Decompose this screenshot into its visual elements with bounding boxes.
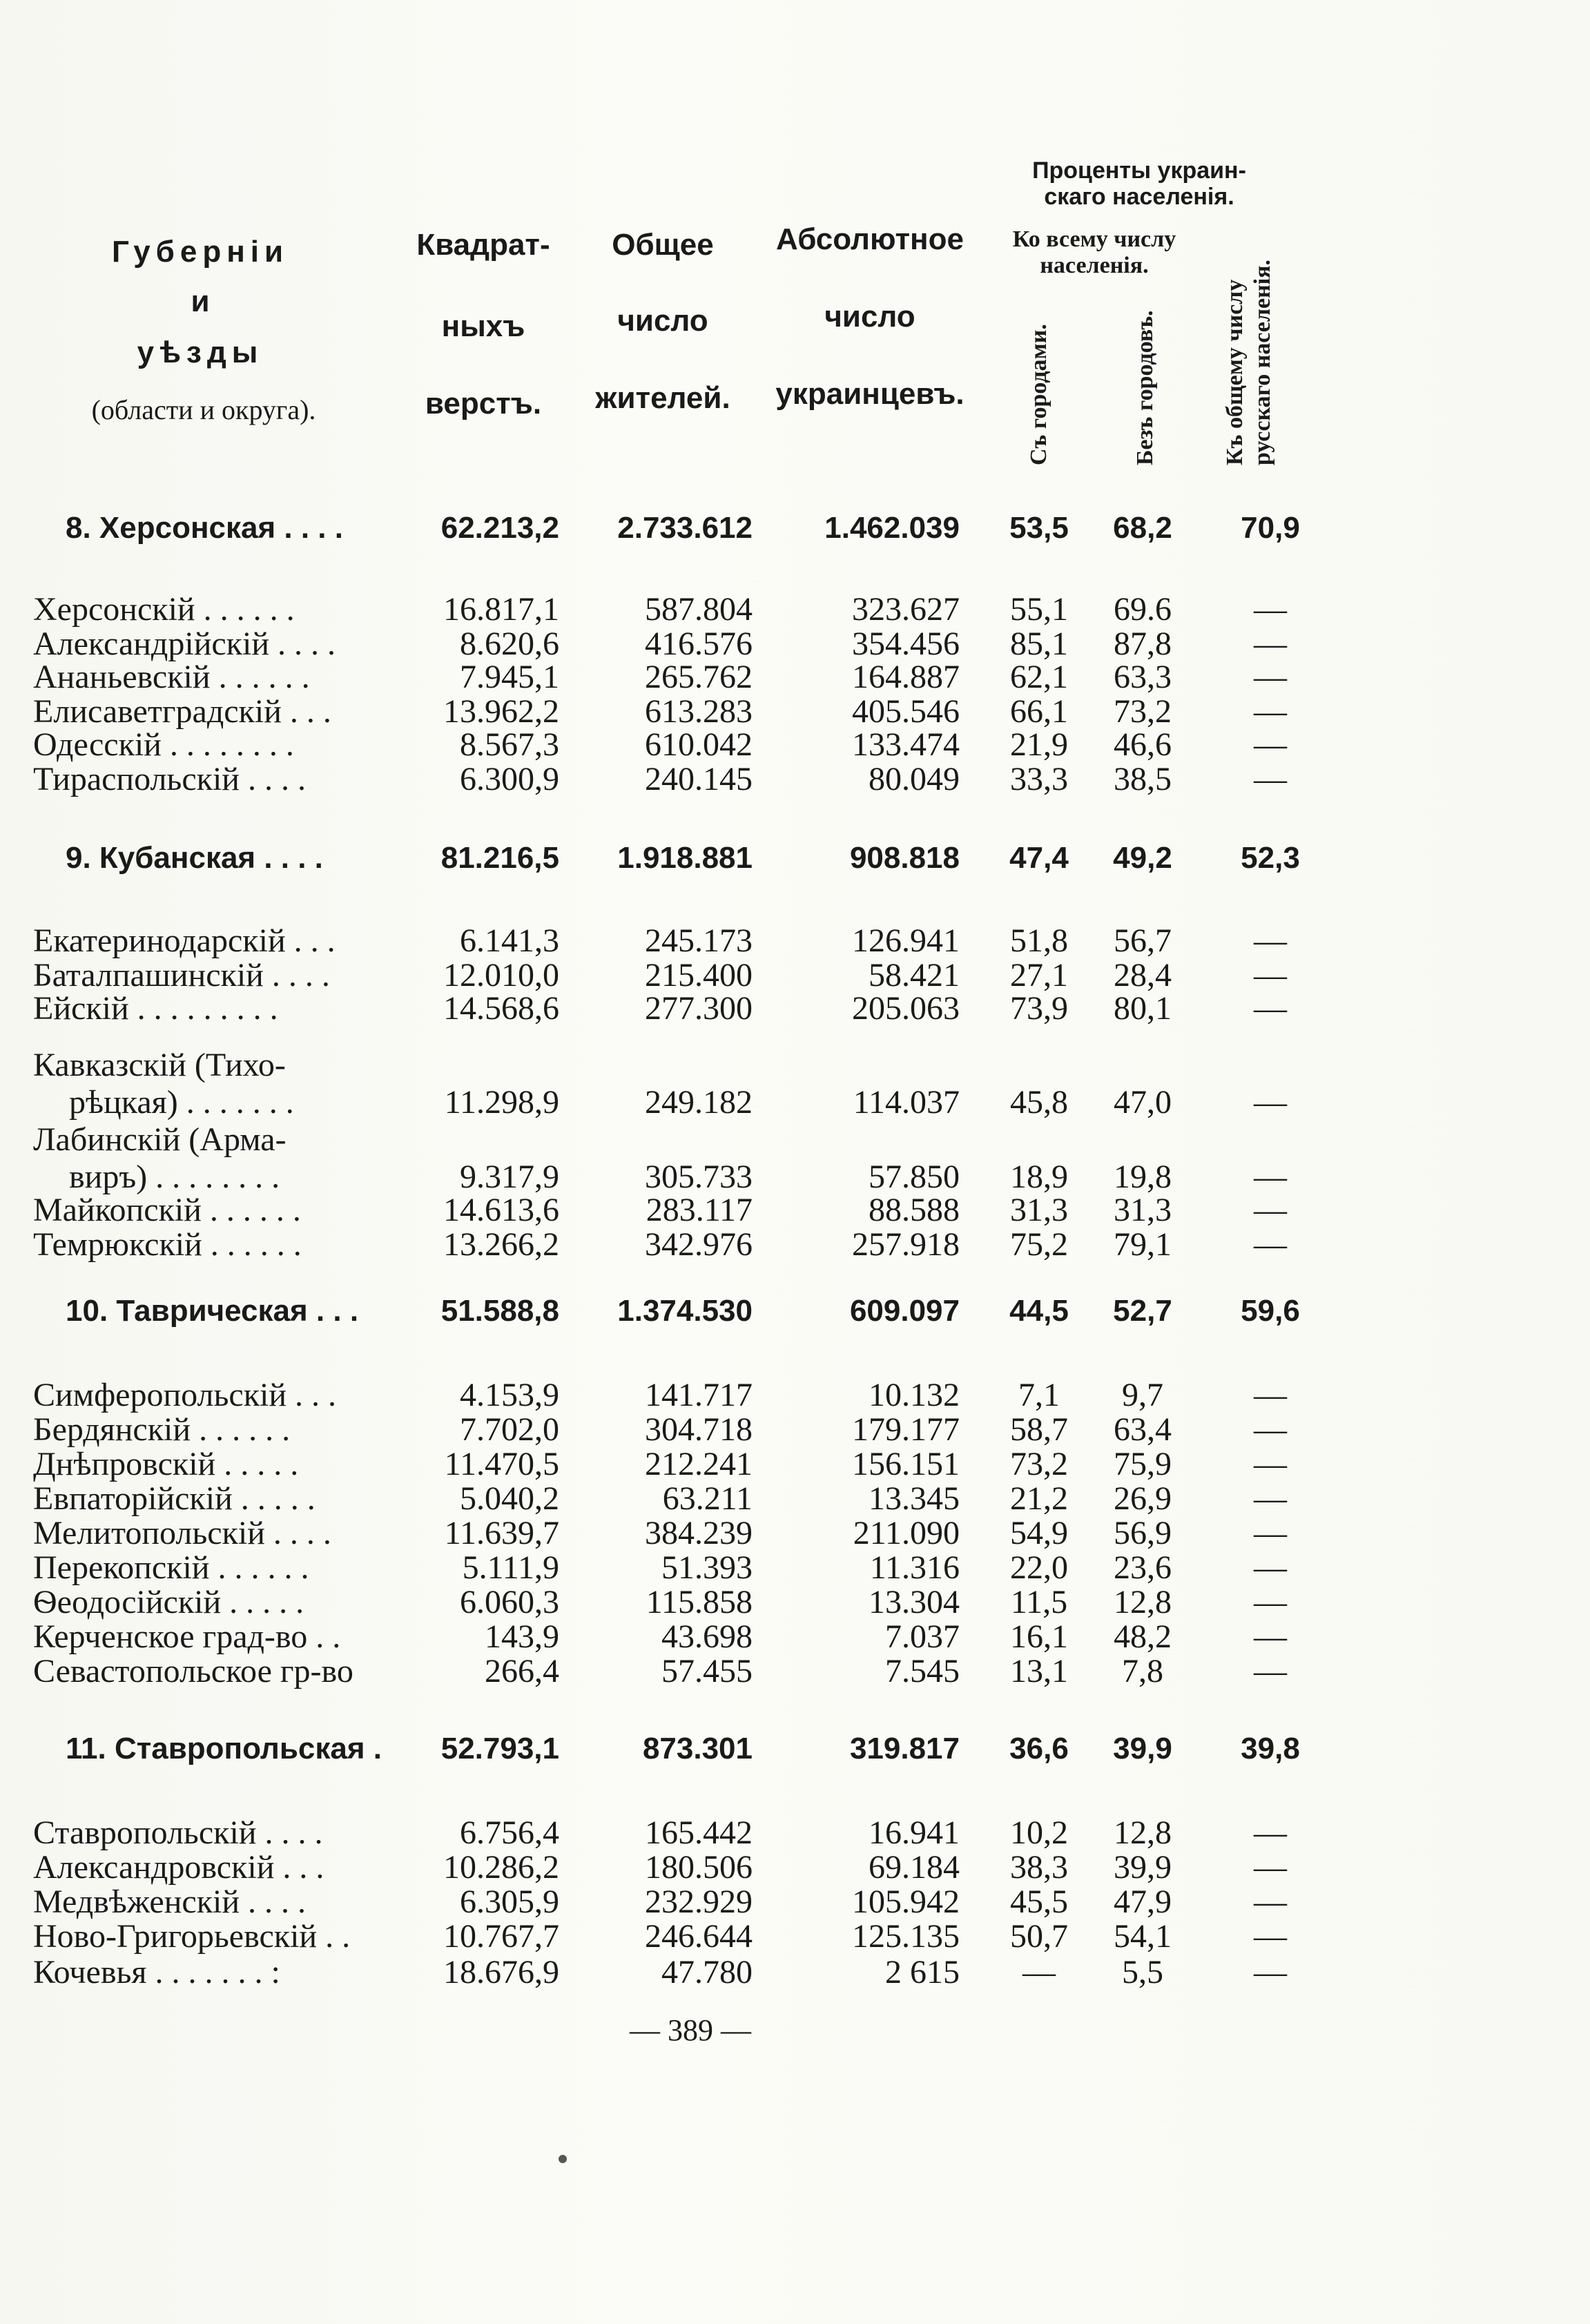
cell-without: 5,5 bbox=[1122, 1954, 1163, 1991]
cell-with: 11,5 bbox=[1010, 1584, 1068, 1620]
district-row bbox=[0, 1193, 1590, 1228]
region-summary-row bbox=[0, 1294, 1590, 1328]
cell-pop: 304.718 bbox=[645, 1411, 753, 1448]
cell-name: рѣцкая) . . . . . . . bbox=[69, 1084, 294, 1121]
cell-pop: 51.393 bbox=[661, 1549, 753, 1586]
district-row bbox=[0, 1885, 1590, 1919]
cell-name: Екатеринодарскій . . . bbox=[33, 922, 336, 959]
cell-area: 51.588,8 bbox=[440, 1294, 559, 1328]
cell-area: 13.266,2 bbox=[443, 1226, 559, 1263]
cell-name: Одесскій . . . . . . . . bbox=[33, 726, 294, 763]
district-row bbox=[0, 695, 1590, 729]
cell-area: 52.793,1 bbox=[440, 1732, 559, 1765]
cell-name: Мелитопольскій . . . . bbox=[33, 1515, 331, 1551]
cell-area: 11.639,7 bbox=[444, 1515, 559, 1551]
cell-rus: — bbox=[1254, 1377, 1287, 1413]
cell-ukr: 126.941 bbox=[852, 922, 960, 959]
cell-pop: 57.455 bbox=[661, 1653, 753, 1689]
cell-without: 47,9 bbox=[1114, 1884, 1172, 1920]
district-row bbox=[0, 1516, 1590, 1551]
cell-rus: — bbox=[1254, 990, 1287, 1027]
district-row bbox=[0, 1413, 1590, 1447]
district-row bbox=[0, 1048, 1590, 1120]
header-ukr-2: число bbox=[824, 300, 915, 333]
cell-ukr: 7.037 bbox=[885, 1618, 960, 1655]
cell-pop: 384.239 bbox=[645, 1515, 753, 1551]
cell-area: 18.676,9 bbox=[443, 1954, 559, 1991]
cell-pop: 2.733.612 bbox=[617, 511, 753, 545]
cell-rus: — bbox=[1254, 1884, 1287, 1920]
cell-with: 54,9 bbox=[1010, 1515, 1068, 1551]
cell-area: 7.945,1 bbox=[460, 659, 559, 695]
cell-rus: — bbox=[1254, 1618, 1287, 1655]
cell-without: 75,9 bbox=[1114, 1446, 1172, 1482]
cell-area: 14.613,6 bbox=[443, 1192, 559, 1228]
cell-without: 12,8 bbox=[1114, 1814, 1172, 1851]
cell-pop: 215.400 bbox=[645, 957, 753, 994]
cell-area: 6.305,9 bbox=[460, 1884, 559, 1920]
cell-area: 9.317,9 bbox=[460, 1159, 559, 1195]
cell-area: 10.286,2 bbox=[443, 1849, 559, 1886]
cell-area: 81.216,5 bbox=[440, 841, 559, 875]
cell-rus: 70,9 bbox=[1241, 511, 1300, 545]
district-row bbox=[0, 1919, 1590, 1954]
cell-area: 5.040,2 bbox=[460, 1480, 559, 1517]
header-pct-sub-2: населенія. bbox=[1040, 253, 1149, 278]
cell-area: 11.470,5 bbox=[444, 1446, 559, 1482]
cell-pop: 245.173 bbox=[645, 922, 753, 959]
cell-rus: 52,3 bbox=[1241, 841, 1300, 875]
header-to-russian-2: русскаго населенія. bbox=[1250, 259, 1275, 465]
cell-pop: 63.211 bbox=[662, 1480, 753, 1517]
cell-rus: — bbox=[1254, 1446, 1287, 1482]
header-ukr-1: Абсолютное bbox=[776, 222, 964, 256]
district-row bbox=[0, 1447, 1590, 1482]
cell-ukr: 13.345 bbox=[869, 1480, 960, 1517]
cell-name: Ставропольскій . . . . bbox=[33, 1814, 323, 1851]
cell-pop: 305.733 bbox=[645, 1159, 753, 1195]
region-summary-row bbox=[0, 1732, 1590, 1766]
cell-rus: — bbox=[1254, 1814, 1287, 1851]
cell-without: 56,9 bbox=[1114, 1515, 1172, 1551]
district-row bbox=[0, 627, 1590, 661]
cell-pop: 180.506 bbox=[645, 1849, 753, 1886]
cell-name: Кавказскій (Тихо- bbox=[33, 1047, 286, 1083]
header-region-1: Губерніи bbox=[111, 235, 289, 269]
cell-rus: — bbox=[1254, 1515, 1287, 1551]
header-without-cities: Безъ городовъ. bbox=[1132, 310, 1158, 465]
cell-name: Александрійскій . . . . bbox=[33, 626, 336, 662]
cell-rus: — bbox=[1254, 1653, 1287, 1689]
cell-ukr: 323.627 bbox=[852, 591, 960, 628]
cell-without: 19,8 bbox=[1114, 1159, 1172, 1195]
cell-with: 21,9 bbox=[1010, 726, 1068, 763]
cell-rus: — bbox=[1254, 1584, 1287, 1620]
header-ukr-3: украинцевъ. bbox=[775, 377, 964, 411]
cell-name: Кочевья . . . . . . . : bbox=[33, 1954, 280, 1991]
cell-with: 10,2 bbox=[1010, 1814, 1068, 1851]
cell-pop: 141.717 bbox=[645, 1377, 753, 1413]
district-row bbox=[0, 762, 1590, 797]
cell-with: 66,1 bbox=[1010, 693, 1068, 730]
cell-without: 48,2 bbox=[1114, 1618, 1172, 1655]
cell-with: 13,1 bbox=[1010, 1653, 1068, 1689]
cell-rus: 59,6 bbox=[1241, 1294, 1300, 1328]
cell-ukr: 58.421 bbox=[869, 957, 960, 994]
header-pop-3: жителей. bbox=[595, 381, 730, 415]
cell-area: 5.111,9 bbox=[462, 1549, 559, 1586]
header-region-3: уѣзды bbox=[137, 336, 264, 369]
cell-ukr: 125.135 bbox=[852, 1918, 960, 1955]
header-pop-1: Общее bbox=[612, 228, 714, 262]
cell-rus: — bbox=[1254, 1480, 1287, 1517]
cell-rus: — bbox=[1254, 591, 1287, 628]
cell-with: 53,5 bbox=[1009, 511, 1069, 545]
cell-area: 7.702,0 bbox=[460, 1411, 559, 1448]
cell-pop: 613.283 bbox=[645, 693, 753, 730]
cell-rus: — bbox=[1254, 922, 1287, 959]
cell-with: 50,7 bbox=[1010, 1918, 1068, 1955]
cell-area: 12.010,0 bbox=[443, 957, 559, 994]
header-pct-sub-1: Ко всему числу bbox=[1012, 226, 1176, 252]
cell-rus: — bbox=[1254, 1918, 1287, 1955]
cell-pop: 115.858 bbox=[646, 1584, 753, 1620]
district-row bbox=[0, 1482, 1590, 1516]
district-row bbox=[0, 1654, 1590, 1689]
district-row bbox=[0, 1585, 1590, 1620]
cell-name: Лабинскій (Арма- bbox=[33, 1121, 287, 1158]
cell-without: 87,8 bbox=[1114, 626, 1172, 662]
cell-name: 10. Таврическая . . . bbox=[66, 1294, 359, 1328]
cell-name: Медвѣженскій . . . . bbox=[33, 1884, 307, 1920]
cell-area: 8.567,3 bbox=[460, 726, 559, 763]
cell-area: 13.962,2 bbox=[443, 693, 559, 730]
cell-area: 6.141,3 bbox=[460, 922, 559, 959]
cell-name: Евпаторійскій . . . . . bbox=[33, 1480, 316, 1517]
cell-pop: 43.698 bbox=[661, 1618, 753, 1655]
header-to-russian-1: Къ общему числу bbox=[1222, 279, 1248, 465]
ink-spot bbox=[559, 2155, 567, 2163]
cell-with: 85,1 bbox=[1010, 626, 1068, 662]
cell-ukr: 69.184 bbox=[869, 1849, 960, 1886]
cell-with: — bbox=[1022, 1954, 1056, 1991]
cell-ukr: 88.588 bbox=[869, 1192, 960, 1228]
cell-area: 10.767,7 bbox=[443, 1918, 559, 1955]
cell-pop: 610.042 bbox=[645, 726, 753, 763]
cell-with: 36,6 bbox=[1009, 1732, 1069, 1765]
cell-rus: — bbox=[1254, 1849, 1287, 1886]
cell-without: 39,9 bbox=[1114, 1849, 1172, 1886]
cell-ukr: 2 615 bbox=[885, 1954, 960, 1991]
district-row bbox=[0, 924, 1590, 958]
cell-name: 8. Херсонская . . . . bbox=[66, 511, 343, 545]
cell-with: 7,1 bbox=[1018, 1377, 1060, 1413]
cell-rus: — bbox=[1254, 693, 1287, 730]
cell-rus: — bbox=[1254, 1192, 1287, 1228]
region-summary-row bbox=[0, 841, 1590, 875]
cell-with: 31,3 bbox=[1010, 1192, 1068, 1228]
cell-without: 7,8 bbox=[1122, 1653, 1163, 1689]
cell-without: 80,1 bbox=[1114, 990, 1172, 1027]
cell-with: 73,2 bbox=[1010, 1446, 1068, 1482]
cell-with: 22,0 bbox=[1010, 1549, 1068, 1586]
cell-ukr: 205.063 bbox=[852, 990, 960, 1027]
cell-area: 14.568,6 bbox=[443, 990, 559, 1027]
cell-rus: — bbox=[1254, 1954, 1287, 1991]
cell-name: Майкопскій . . . . . . bbox=[33, 1192, 301, 1228]
cell-without: 56,7 bbox=[1114, 922, 1172, 959]
cell-area: 6.300,9 bbox=[460, 761, 559, 797]
cell-without: 68,2 bbox=[1113, 511, 1172, 545]
cell-name: Ново-Григорьевскій . . bbox=[33, 1918, 351, 1955]
cell-pop: 587.804 bbox=[645, 591, 753, 628]
cell-ukr: 13.304 bbox=[869, 1584, 960, 1620]
cell-pop: 240.145 bbox=[645, 761, 753, 797]
cell-rus: — bbox=[1254, 1411, 1287, 1448]
cell-name: Ананьевскій . . . . . . bbox=[33, 659, 310, 695]
cell-pop: 246.644 bbox=[645, 1918, 753, 1955]
district-row bbox=[0, 728, 1590, 762]
cell-pop: 165.442 bbox=[645, 1814, 753, 1851]
cell-with: 58,7 bbox=[1010, 1411, 1068, 1448]
district-row bbox=[0, 1378, 1590, 1413]
cell-area: 62.213,2 bbox=[440, 511, 559, 545]
cell-rus: — bbox=[1254, 1549, 1287, 1586]
cell-with: 73,9 bbox=[1010, 990, 1068, 1027]
cell-name: виръ) . . . . . . . . bbox=[69, 1159, 280, 1195]
cell-without: 23,6 bbox=[1114, 1549, 1172, 1586]
cell-without: 28,4 bbox=[1114, 957, 1172, 994]
district-row bbox=[0, 1228, 1590, 1262]
header-pct-title-2: скаго населенія. bbox=[1044, 184, 1234, 210]
cell-with: 55,1 bbox=[1010, 591, 1068, 628]
cell-ukr: 10.132 bbox=[869, 1377, 960, 1413]
cell-with: 33,3 bbox=[1010, 761, 1068, 797]
cell-without: 49,2 bbox=[1113, 841, 1172, 875]
cell-name: Ѳеодосійскій . . . . . bbox=[33, 1584, 304, 1620]
cell-pop: 1.374.530 bbox=[617, 1294, 753, 1328]
cell-with: 45,5 bbox=[1010, 1884, 1068, 1920]
cell-pop: 873.301 bbox=[642, 1732, 753, 1765]
cell-without: 39,9 bbox=[1113, 1732, 1172, 1765]
cell-area: 8.620,6 bbox=[460, 626, 559, 662]
cell-name: Александровскій . . . bbox=[33, 1849, 324, 1886]
cell-without: 38,5 bbox=[1114, 761, 1172, 797]
page-number: — 389 — bbox=[630, 2013, 751, 2047]
cell-name: Бердянскій . . . . . . bbox=[33, 1411, 291, 1448]
cell-rus: — bbox=[1254, 1226, 1287, 1263]
cell-ukr: 11.316 bbox=[869, 1549, 960, 1586]
district-row bbox=[0, 1816, 1590, 1850]
cell-without: 69.6 bbox=[1114, 591, 1172, 628]
cell-area: 6.756,4 bbox=[460, 1814, 559, 1851]
cell-with: 21,2 bbox=[1010, 1480, 1068, 1517]
cell-ukr: 405.546 bbox=[852, 693, 960, 730]
cell-area: 143,9 bbox=[485, 1618, 559, 1655]
district-row bbox=[0, 1123, 1590, 1194]
cell-with: 44,5 bbox=[1009, 1294, 1069, 1328]
cell-ukr: 7.545 bbox=[885, 1653, 960, 1689]
cell-name: 9. Кубанская . . . . bbox=[66, 841, 323, 875]
cell-with: 75,2 bbox=[1010, 1226, 1068, 1263]
cell-without: 63,3 bbox=[1114, 659, 1172, 695]
cell-with: 47,4 bbox=[1009, 841, 1069, 875]
cell-pop: 212.241 bbox=[645, 1446, 753, 1482]
cell-ukr: 609.097 bbox=[849, 1294, 960, 1328]
cell-name: Тираспольскій . . . . bbox=[33, 761, 306, 797]
district-row bbox=[0, 660, 1590, 695]
district-row bbox=[0, 592, 1590, 627]
cell-without: 73,2 bbox=[1114, 693, 1172, 730]
header-pct-title-1: Проценты украин- bbox=[1032, 157, 1246, 184]
cell-ukr: 57.850 bbox=[869, 1159, 960, 1195]
cell-with: 45,8 bbox=[1010, 1084, 1068, 1121]
cell-without: 31,3 bbox=[1114, 1192, 1172, 1228]
cell-pop: 1.918.881 bbox=[617, 841, 753, 875]
cell-area: 6.060,3 bbox=[460, 1584, 559, 1620]
cell-pop: 265.762 bbox=[645, 659, 753, 695]
cell-rus: — bbox=[1254, 1159, 1287, 1195]
header-area-2: ныхъ bbox=[441, 309, 525, 343]
cell-ukr: 211.090 bbox=[853, 1515, 960, 1551]
cell-pop: 47.780 bbox=[661, 1954, 753, 1991]
header-region-4: (области и округа). bbox=[91, 394, 316, 425]
district-row bbox=[0, 1955, 1590, 1990]
cell-ukr: 319.817 bbox=[849, 1732, 960, 1765]
cell-ukr: 179.177 bbox=[852, 1411, 960, 1448]
cell-rus: — bbox=[1254, 1084, 1287, 1121]
cell-ukr: 1.462.039 bbox=[824, 511, 960, 545]
cell-without: 52,7 bbox=[1113, 1294, 1172, 1328]
district-row bbox=[0, 1551, 1590, 1585]
cell-ukr: 105.942 bbox=[852, 1884, 960, 1920]
cell-pop: 277.300 bbox=[645, 990, 753, 1027]
cell-without: 26,9 bbox=[1114, 1480, 1172, 1517]
cell-ukr: 80.049 bbox=[869, 761, 960, 797]
cell-ukr: 16.941 bbox=[869, 1814, 960, 1851]
region-summary-row bbox=[0, 511, 1590, 545]
cell-name: Симферопольскій . . . bbox=[33, 1377, 337, 1413]
cell-rus: — bbox=[1254, 626, 1287, 662]
cell-ukr: 133.474 bbox=[852, 726, 960, 763]
cell-pop: 342.976 bbox=[645, 1226, 753, 1263]
cell-area: 16.817,1 bbox=[443, 591, 559, 628]
cell-without: 47,0 bbox=[1114, 1084, 1172, 1121]
cell-area: 266,4 bbox=[485, 1653, 559, 1689]
cell-with: 38,3 bbox=[1010, 1849, 1068, 1886]
cell-name: Ейскій . . . . . . . . . bbox=[33, 990, 278, 1027]
cell-with: 51,8 bbox=[1010, 922, 1068, 959]
cell-name: Перекопскій . . . . . . bbox=[33, 1549, 309, 1586]
header-pop-2: число bbox=[617, 304, 708, 338]
cell-name: Херсонскій . . . . . . bbox=[33, 591, 295, 628]
cell-name: 11. Ставропольская . bbox=[66, 1732, 382, 1765]
cell-name: Баталпашинскій . . . . bbox=[33, 957, 330, 994]
cell-ukr: 908.818 bbox=[849, 841, 960, 875]
cell-ukr: 114.037 bbox=[853, 1084, 960, 1121]
cell-with: 27,1 bbox=[1010, 957, 1068, 994]
district-row bbox=[0, 991, 1590, 1026]
cell-rus: — bbox=[1254, 659, 1287, 695]
cell-ukr: 257.918 bbox=[852, 1226, 960, 1263]
cell-name: Керченское град-во . . bbox=[33, 1618, 341, 1655]
cell-without: 46,6 bbox=[1114, 726, 1172, 763]
district-row bbox=[0, 1850, 1590, 1885]
cell-without: 54,1 bbox=[1114, 1918, 1172, 1955]
cell-with: 18,9 bbox=[1010, 1159, 1068, 1195]
cell-pop: 283.117 bbox=[646, 1192, 753, 1228]
cell-without: 12,8 bbox=[1114, 1584, 1172, 1620]
cell-rus: — bbox=[1254, 761, 1287, 797]
cell-name: Днѣпровскій . . . . . bbox=[33, 1446, 299, 1482]
cell-name: Севастопольское гр-во bbox=[33, 1653, 353, 1689]
header-with-cities: Съ городами. bbox=[1026, 324, 1051, 465]
cell-with: 62,1 bbox=[1010, 659, 1068, 695]
cell-without: 63,4 bbox=[1114, 1411, 1172, 1448]
district-row bbox=[0, 958, 1590, 993]
cell-name: Елисаветградскій . . . bbox=[33, 693, 331, 730]
cell-ukr: 164.887 bbox=[852, 659, 960, 695]
cell-without: 79,1 bbox=[1114, 1226, 1172, 1263]
cell-pop: 416.576 bbox=[645, 626, 753, 662]
cell-rus: — bbox=[1254, 957, 1287, 994]
cell-rus: — bbox=[1254, 726, 1287, 763]
cell-without: 9,7 bbox=[1122, 1377, 1163, 1413]
cell-name: Темрюкскій . . . . . . bbox=[33, 1226, 302, 1263]
district-row bbox=[0, 1620, 1590, 1654]
cell-area: 11.298,9 bbox=[444, 1084, 559, 1121]
cell-ukr: 354.456 bbox=[852, 626, 960, 662]
cell-with: 16,1 bbox=[1010, 1618, 1068, 1655]
cell-ukr: 156.151 bbox=[852, 1446, 960, 1482]
header-area-3: верстъ. bbox=[425, 387, 542, 420]
cell-area: 4.153,9 bbox=[460, 1377, 559, 1413]
header-area-1: Квадрат- bbox=[416, 228, 550, 262]
cell-pop: 232.929 bbox=[645, 1884, 753, 1920]
cell-rus: 39,8 bbox=[1241, 1732, 1300, 1765]
cell-pop: 249.182 bbox=[645, 1084, 753, 1121]
header-region-2: и bbox=[191, 284, 210, 318]
